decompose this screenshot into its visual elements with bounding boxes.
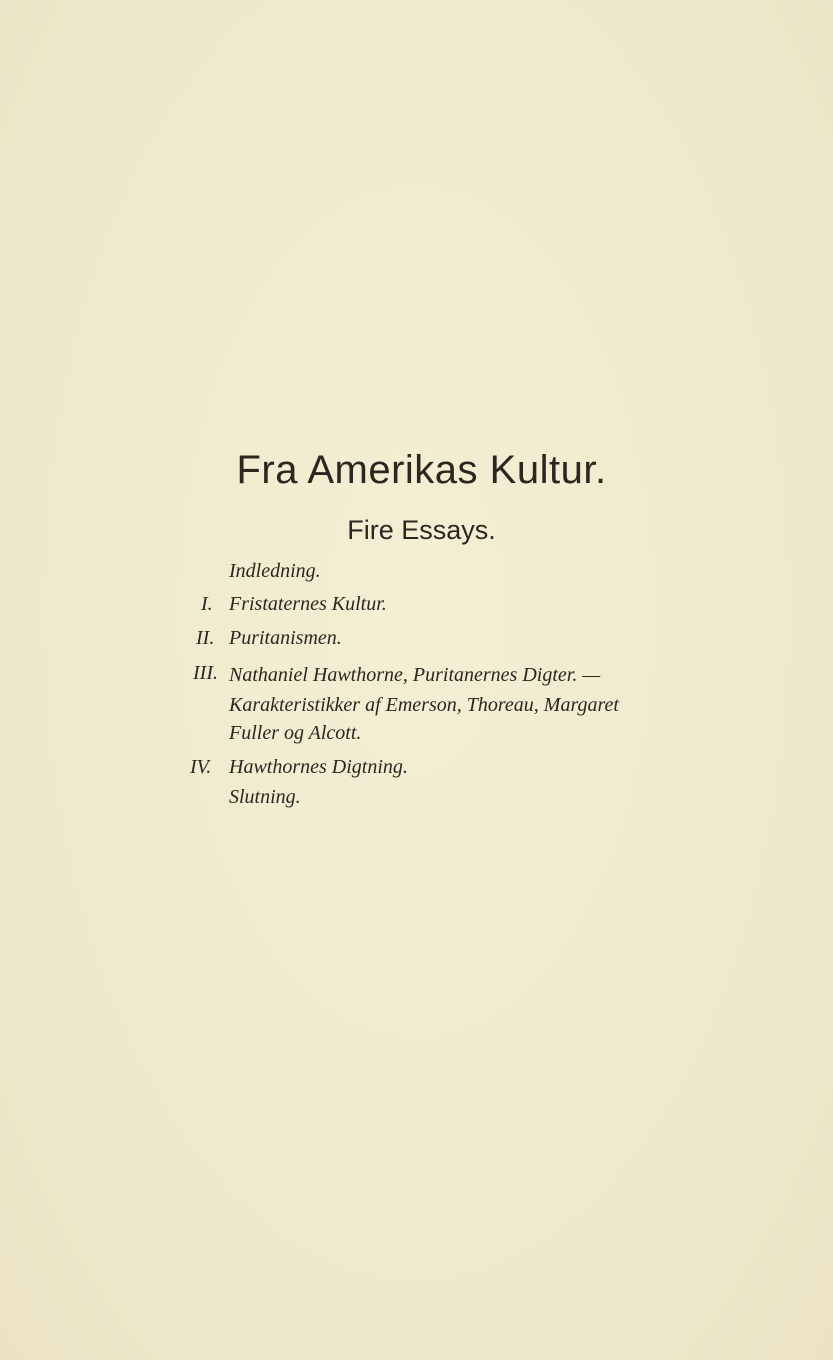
toc-entry-3-line-1: Nathaniel Hawthorne, Puritanernes Digter. — <box>229 664 601 686</box>
toc-entry-4: Hawthornes Digtning. <box>229 756 408 778</box>
toc-intro: Indledning. <box>229 560 321 582</box>
page-title: Fra Amerikas Kultur. <box>236 448 607 492</box>
toc-entry-3-line-3: Fuller og Alcott. <box>229 722 362 744</box>
page-subtitle: Fire Essays. <box>347 515 496 545</box>
toc-numeral-4: IV. <box>190 756 212 778</box>
toc-numeral-2: II. <box>196 627 215 649</box>
toc-numeral-1: I. <box>201 593 213 615</box>
toc-entry-3-line-2: Karakteristikker af Emerson, Thoreau, Margaret <box>229 694 619 716</box>
toc-entry-1: Fristaternes Kultur. <box>229 593 387 615</box>
toc-entry-2: Puritanismen. <box>229 627 342 649</box>
toc-numeral-3: III. <box>193 662 218 684</box>
toc-closing: Slutning. <box>229 786 301 808</box>
